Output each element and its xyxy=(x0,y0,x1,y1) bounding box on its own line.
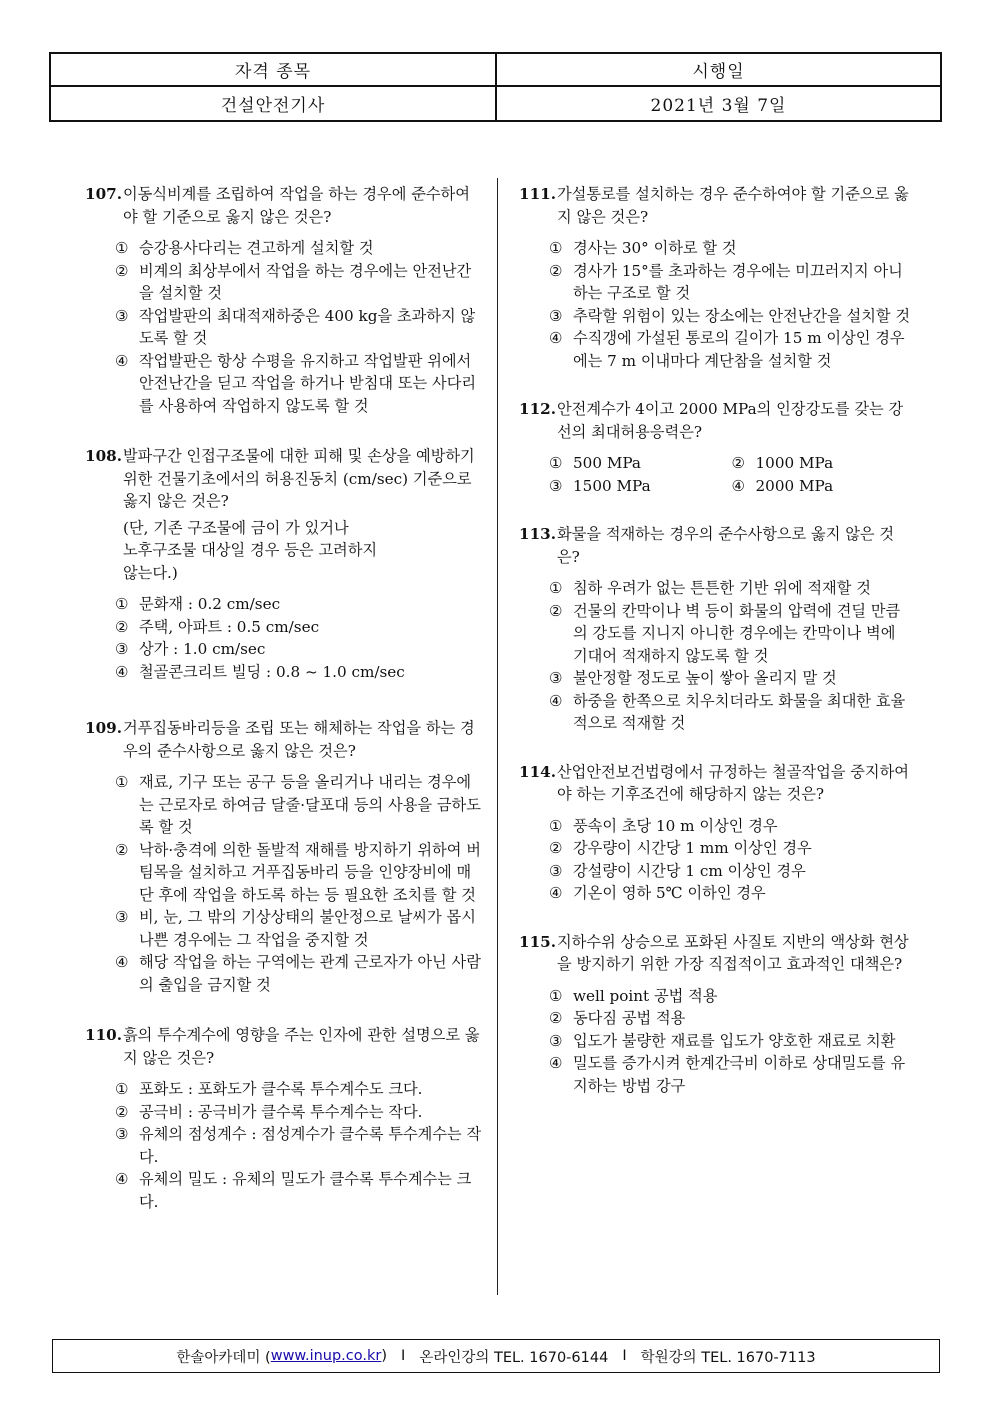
option-number: ① xyxy=(549,454,563,472)
option-text: 1500 MPa xyxy=(573,476,651,495)
option-text: 1000 MPa xyxy=(755,454,834,472)
question-head xyxy=(85,1024,483,1069)
option-text: 추락할 위험이 있는 장소에는 안전난간을 설치할 것 xyxy=(573,306,911,325)
exam-header-table xyxy=(49,52,942,122)
question-note: (단, 기존 구조물에 금이 가 있거나 노후구조물 대상일 경우 등은 고려하지 않는다.) xyxy=(123,518,378,582)
question-number: 108. xyxy=(85,447,122,465)
answer-option xyxy=(549,577,914,600)
option-text: 상가 : 1.0 cm/sec xyxy=(139,640,266,658)
option-number: ② xyxy=(115,840,129,859)
option-number: ④ xyxy=(115,662,129,681)
option-text: 문화재 : 0.2 cm/sec xyxy=(139,595,281,613)
answer-option xyxy=(115,237,483,260)
answer-option xyxy=(549,1030,914,1053)
answer-option xyxy=(549,305,914,328)
option-number: ④ xyxy=(549,1054,563,1072)
answer-option xyxy=(732,475,915,498)
question-block xyxy=(85,445,483,683)
option-number: ① xyxy=(115,1080,129,1098)
answer-options xyxy=(549,577,914,735)
date-value: 2021년 3월 7일 xyxy=(650,96,787,116)
answer-option xyxy=(732,452,915,475)
date-label: 시행일 xyxy=(497,54,940,87)
option-number: ④ xyxy=(115,351,129,370)
option-number: ③ xyxy=(549,476,563,495)
option-number: ④ xyxy=(549,329,563,347)
answer-option xyxy=(549,837,914,860)
question-block xyxy=(519,398,914,497)
option-text: 포화도 : 포화도가 클수록 투수계수도 크다. xyxy=(139,1080,423,1098)
option-text: 2000 MPa xyxy=(755,476,834,495)
footer-website-link[interactable]: www.inup.co.kr xyxy=(270,1348,382,1364)
question-text: 발파구간 인접구조물에 대한 피해 및 손상을 예방하기 위한 건물기초에서의 허용진동치 (cm/sec) 기준으로 옳지 않은 것은? xyxy=(123,447,475,510)
subject-label: 자격 종목 xyxy=(51,54,497,87)
option-number: ④ xyxy=(115,953,129,971)
option-number: ② xyxy=(731,454,746,472)
option-text: well point 공법 적용 xyxy=(573,986,718,1005)
footer-offline-tel: 학원강의 TEL. 1670-7113 xyxy=(640,1349,816,1366)
option-number: ② xyxy=(549,261,563,280)
answer-option xyxy=(549,260,914,305)
option-text: 건물의 칸막이나 벽 등이 화물의 압력에 견딜 만큼의 강도를 지니지 아니한 경우에는 칸막이나 벽에 기대어 적재하지 않도록 할 것 xyxy=(573,601,901,665)
question-head xyxy=(519,523,914,568)
question-block xyxy=(85,1024,483,1213)
option-text: 기온이 영하 5℃ 이하인 경우 xyxy=(573,884,766,902)
answer-options xyxy=(549,815,914,905)
question-number: 107. xyxy=(85,185,122,203)
option-text: 작업발판의 최대적재하중은 400 kg을 초과하지 않도록 할 것 xyxy=(139,306,476,347)
page-footer xyxy=(52,1339,940,1373)
option-text: 유체의 밀도 : 유체의 밀도가 클수록 투수계수는 크다. xyxy=(139,1170,472,1211)
answer-option xyxy=(115,1123,483,1168)
answer-option xyxy=(115,906,483,951)
question-head xyxy=(519,931,914,976)
option-text: 불안정할 정도로 높이 쌓아 올리지 말 것 xyxy=(573,669,837,687)
answer-option xyxy=(115,661,483,684)
answer-option xyxy=(549,475,732,498)
option-number: ① xyxy=(115,239,129,257)
question-number: 113. xyxy=(519,525,556,543)
option-number: ① xyxy=(549,579,563,597)
option-text: 해당 작업을 하는 구역에는 관계 근로자가 아닌 사람의 출입을 금지할 것 xyxy=(139,953,481,994)
question-number: 110. xyxy=(85,1026,122,1044)
question-head xyxy=(519,183,914,228)
option-text: 강우량이 시간당 1 mm 이상인 경우 xyxy=(573,839,812,857)
answer-option xyxy=(115,951,483,996)
footer-separator: I xyxy=(622,1348,627,1364)
answer-option xyxy=(115,350,483,418)
option-text: 입도가 불량한 재료를 입도가 양호한 재료로 치환 xyxy=(573,1031,896,1050)
option-number: ① xyxy=(549,986,563,1005)
option-number: ④ xyxy=(549,884,563,902)
option-text: 수직갱에 가설된 통로의 길이가 15 m 이상인 경우에는 7 m 이내마다 계단참을 설치할 것 xyxy=(573,329,905,370)
question-number: 114. xyxy=(519,762,556,781)
question-head xyxy=(85,717,483,762)
option-text: 풍속이 초당 10 m 이상인 경우 xyxy=(573,816,778,835)
option-text: 승강용사다리는 견고하게 설치할 것 xyxy=(139,239,374,257)
option-text: 비, 눈, 그 밖의 기상상태의 불안정으로 날씨가 몹시 나쁜 경우에는 그 작업을 중지할 것 xyxy=(139,908,476,949)
answer-option xyxy=(115,771,483,839)
option-text: 500 MPa xyxy=(573,454,641,472)
option-number: ① xyxy=(549,816,563,835)
option-text: 주택, 아파트 : 0.5 cm/sec xyxy=(139,617,320,636)
question-text: 산업안전보건법령에서 규정하는 철골작업을 중지하여야 하는 기후조건에 해당하지 않는 것은? xyxy=(557,762,909,803)
option-number: ② xyxy=(549,601,563,620)
question-text: 지하수위 상승으로 포화된 사질토 지반의 액상화 현상을 방지하기 위한 가장 직접적이고 효과적인 대책은? xyxy=(557,932,909,973)
option-number: ③ xyxy=(115,1125,129,1143)
question-number: 111. xyxy=(519,185,556,203)
answer-options xyxy=(115,237,483,417)
column-divider xyxy=(497,178,498,1295)
option-text: 경사가 15°를 초과하는 경우에는 미끄러지지 아니하는 구조로 할 것 xyxy=(573,261,903,302)
answer-options xyxy=(549,985,914,1098)
option-number: ③ xyxy=(549,306,563,325)
option-number: ④ xyxy=(731,476,746,495)
option-number: ② xyxy=(115,261,129,280)
option-text: 강설량이 시간당 1 cm 이상인 경우 xyxy=(573,861,806,880)
subject-value: 건설안전기사 xyxy=(51,87,497,120)
option-text: 침하 우려가 없는 튼튼한 기반 위에 적재할 것 xyxy=(573,579,871,597)
option-text: 하중을 한쪽으로 치우치더라도 화물을 최대한 효율적으로 적재할 것 xyxy=(573,691,906,732)
option-number: ③ xyxy=(115,640,129,658)
answer-option xyxy=(115,1078,483,1101)
option-text: 공극비 : 공극비가 클수록 투수계수는 작다. xyxy=(139,1102,423,1121)
question-text: 거푸집동바리등을 조립 또는 해체하는 작업을 하는 경우의 준수사항으로 옳지 않은 것은? xyxy=(123,719,475,760)
question-text: 안전계수가 4이고 2000 MPa의 인장강도를 갖는 강선의 최대허용응력은? xyxy=(557,400,904,441)
question-text: 이동식비계를 조립하여 작업을 하는 경우에 준수하여야 할 기준으로 옳지 않은 것은? xyxy=(123,185,470,226)
option-number: ④ xyxy=(549,691,563,710)
answer-option xyxy=(549,860,914,883)
question-block xyxy=(85,717,483,996)
answer-option xyxy=(549,815,914,838)
question-block xyxy=(519,523,914,735)
answer-option xyxy=(115,638,483,661)
option-number: ① xyxy=(115,773,129,791)
question-block xyxy=(519,931,914,1098)
answer-option xyxy=(549,690,914,735)
footer-online-tel: 온라인강의 TEL. 1670-6144 xyxy=(419,1349,609,1366)
answer-option xyxy=(549,452,732,475)
option-number: ③ xyxy=(549,1031,563,1050)
option-number: ③ xyxy=(549,669,563,687)
question-head xyxy=(85,183,483,228)
answer-option xyxy=(115,305,483,350)
answer-option xyxy=(549,1052,914,1097)
answer-option xyxy=(549,600,914,668)
option-text: 유체의 점성계수 : 점성계수가 클수록 투수계수는 작다. xyxy=(139,1125,482,1166)
answer-option xyxy=(115,616,483,639)
footer-academy: 한솔아카데미 ( xyxy=(176,1349,271,1366)
option-number: ③ xyxy=(115,306,129,325)
question-number: 112. xyxy=(519,400,556,418)
option-number: ② xyxy=(115,617,129,636)
option-text: 동다짐 공법 적용 xyxy=(573,1009,686,1027)
question-text: 흙의 투수계수에 영향을 주는 인자에 관한 설명으로 옳지 않은 것은? xyxy=(123,1026,480,1067)
question-text: 화물을 적재하는 경우의 준수사항으로 옳지 않은 것은? xyxy=(557,525,895,566)
question-block xyxy=(85,183,483,417)
option-number: ② xyxy=(549,839,563,857)
right-column xyxy=(519,183,914,1097)
answer-options xyxy=(115,1078,483,1213)
left-column xyxy=(85,183,483,1213)
option-number: ① xyxy=(549,239,563,257)
question-block xyxy=(519,183,914,372)
option-text: 철골콘크리트 빌딩 : 0.8 ~ 1.0 cm/sec xyxy=(139,662,405,681)
option-text: 비계의 최상부에서 작업을 하는 경우에는 안전난간을 설치할 것 xyxy=(139,261,472,302)
option-number: ④ xyxy=(115,1170,129,1188)
answer-option xyxy=(115,839,483,907)
answer-options xyxy=(115,771,483,996)
option-number: ② xyxy=(549,1009,563,1027)
option-number: ② xyxy=(115,1102,129,1121)
option-text: 작업발판은 항상 수평을 유지하고 작업발판 위에서 안전난간을 딛고 작업을 하거나 받침대 또는 사다리를 사용하여 작업하지 않도록 할 것 xyxy=(139,351,477,415)
answer-option xyxy=(549,237,914,260)
question-head xyxy=(85,445,483,513)
footer-separator: I xyxy=(401,1348,406,1364)
answer-option xyxy=(115,1101,483,1124)
answer-option xyxy=(549,985,914,1008)
question-block xyxy=(519,761,914,905)
option-text: 경사는 30° 이하로 할 것 xyxy=(573,239,737,257)
option-text: 밀도를 증가시켜 한계간극비 이하로 상대밀도를 유지하는 방법 강구 xyxy=(573,1054,906,1095)
footer-academy-close: ) xyxy=(381,1348,388,1364)
option-number: ① xyxy=(115,595,129,613)
question-number: 109. xyxy=(85,719,122,737)
question-head xyxy=(519,761,914,806)
option-number: ③ xyxy=(115,908,129,926)
answer-options xyxy=(115,593,483,683)
answer-options xyxy=(549,452,914,497)
option-text: 낙하·충격에 의한 돌발적 재해를 방지하기 위하여 버팀목을 설치하고 거푸집동바리 등을 인양장비에 매단 후에 작업을 하도록 하는 등 필요한 조치를 할 것 xyxy=(139,840,481,904)
answer-option xyxy=(549,882,914,905)
option-text: 재료, 기구 또는 공구 등을 올리거나 내리는 경우에는 근로자로 하여금 달줄·달포대 등의 사용을 금하도록 할 것 xyxy=(139,773,481,836)
answer-option xyxy=(115,260,483,305)
question-head xyxy=(519,398,914,443)
question-text: 가설통로를 설치하는 경우 준수하여야 할 기준으로 옳지 않은 것은? xyxy=(557,185,909,226)
answer-options xyxy=(549,237,914,372)
option-number: ③ xyxy=(549,861,563,880)
answer-option xyxy=(115,593,483,616)
answer-option xyxy=(549,327,914,372)
question-number: 115. xyxy=(519,932,556,951)
answer-option xyxy=(549,667,914,690)
answer-option xyxy=(115,1168,483,1213)
answer-option xyxy=(549,1007,914,1030)
